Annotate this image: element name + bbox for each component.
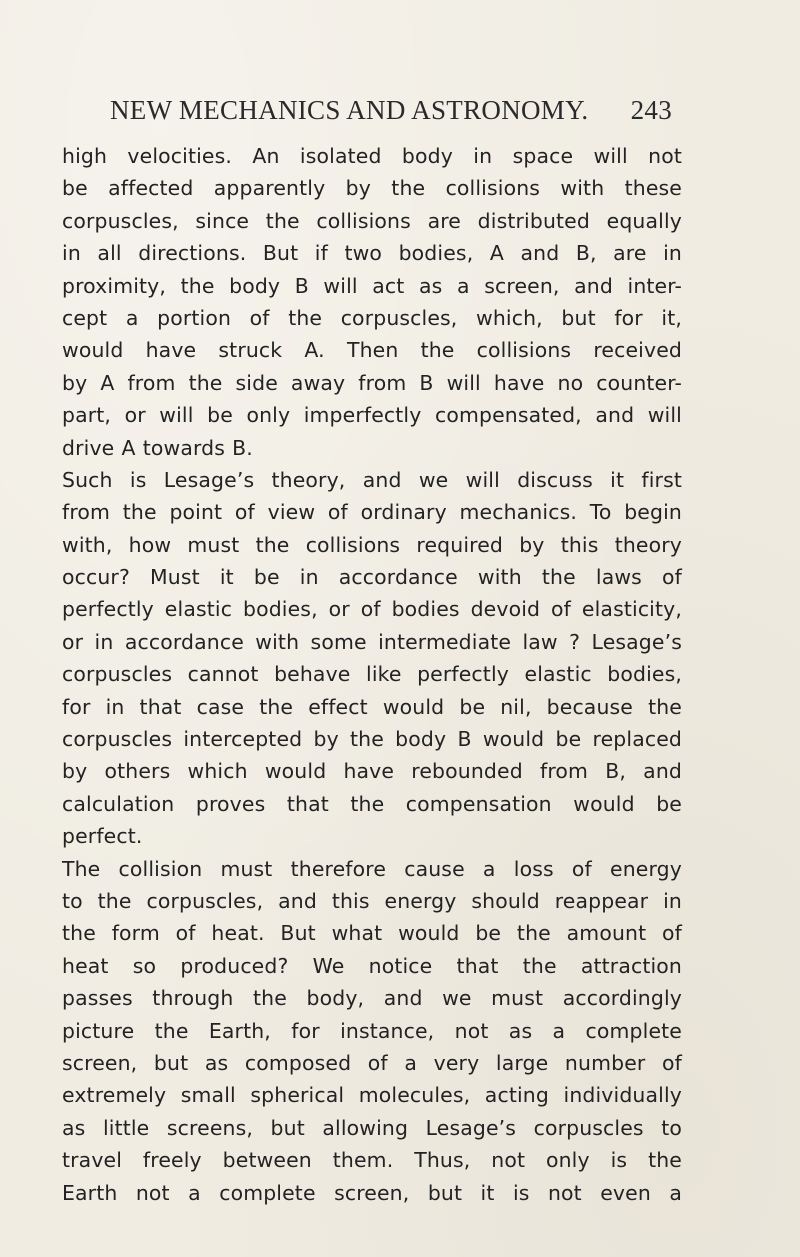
text-line: occur? Must it be in accordance with the laws of xyxy=(62,565,682,590)
text-line: by A from the side away from B will have no counter- xyxy=(62,370,682,395)
text-line: the form of heat. But what would be the amount of xyxy=(62,921,682,946)
running-head xyxy=(110,95,672,126)
text-line: or in accordance with some intermediate law ? Lesage’s xyxy=(62,629,682,654)
text-line: perfect. xyxy=(62,824,143,849)
text-line: perfectly elastic bodies, or of bodies devoid of elasticity, xyxy=(62,597,682,622)
text-line: corpuscles, since the collisions are distributed equally xyxy=(62,208,682,233)
text-line: to the corpuscles, and this energy should reappear in xyxy=(62,888,682,913)
text-line: The collision must therefore cause a loss of energy xyxy=(62,856,682,881)
text-line: screen, but as composed of a very large number of xyxy=(62,1050,682,1075)
text-line: drive A towards B. xyxy=(62,435,253,460)
text-line: would have struck A. Then the collisions received xyxy=(62,338,682,363)
text-line: picture the Earth, for instance, not as a complete xyxy=(62,1018,682,1043)
text-line: proximity, the body B will act as a screen, and inter- xyxy=(62,273,682,298)
text-line: travel freely between them. Thus, not only is the xyxy=(62,1148,682,1173)
text-line: be affected apparently by the collisions with these xyxy=(62,176,682,201)
text-line: high velocities. An isolated body in space will not xyxy=(62,144,682,168)
text-line: heat so produced? We notice that the attraction xyxy=(62,953,682,978)
text-line: corpuscles intercepted by the body B would be replaced xyxy=(62,727,682,752)
text-line: extremely small spherical molecules, acting individually xyxy=(62,1083,682,1108)
running-head-title: NEW MECHANICS AND ASTRONOMY. xyxy=(110,95,589,125)
text-line: calculation proves that the compensation would be xyxy=(62,791,682,816)
text-line: corpuscles cannot behave like perfectly elastic bodies, xyxy=(62,662,682,687)
page-number: 243 xyxy=(630,95,672,125)
body-text xyxy=(62,140,682,1209)
text-line: for in that case the effect would be nil, because the xyxy=(62,694,682,719)
text-line: passes through the body, and we must accordingly xyxy=(62,986,682,1011)
text-line: part, or will be only imperfectly compensated, and will xyxy=(62,403,682,428)
text-line: by others which would have rebounded from B, and xyxy=(62,759,682,784)
text-line: cept a portion of the corpuscles, which, but for it, xyxy=(62,305,682,330)
text-line: as little screens, but allowing Lesage’s corpuscles to xyxy=(62,1115,682,1140)
text-line: in all directions. But if two bodies, A and B, are in xyxy=(62,241,682,266)
text-line: Such is Lesage’s theory, and we will discuss it first xyxy=(62,467,682,492)
text-line: Earth not a complete screen, but it is not even a xyxy=(62,1180,682,1205)
text-line: with, how must the collisions required by this theory xyxy=(62,532,682,557)
text-line: from the point of view of ordinary mechanics. To begin xyxy=(62,500,682,525)
